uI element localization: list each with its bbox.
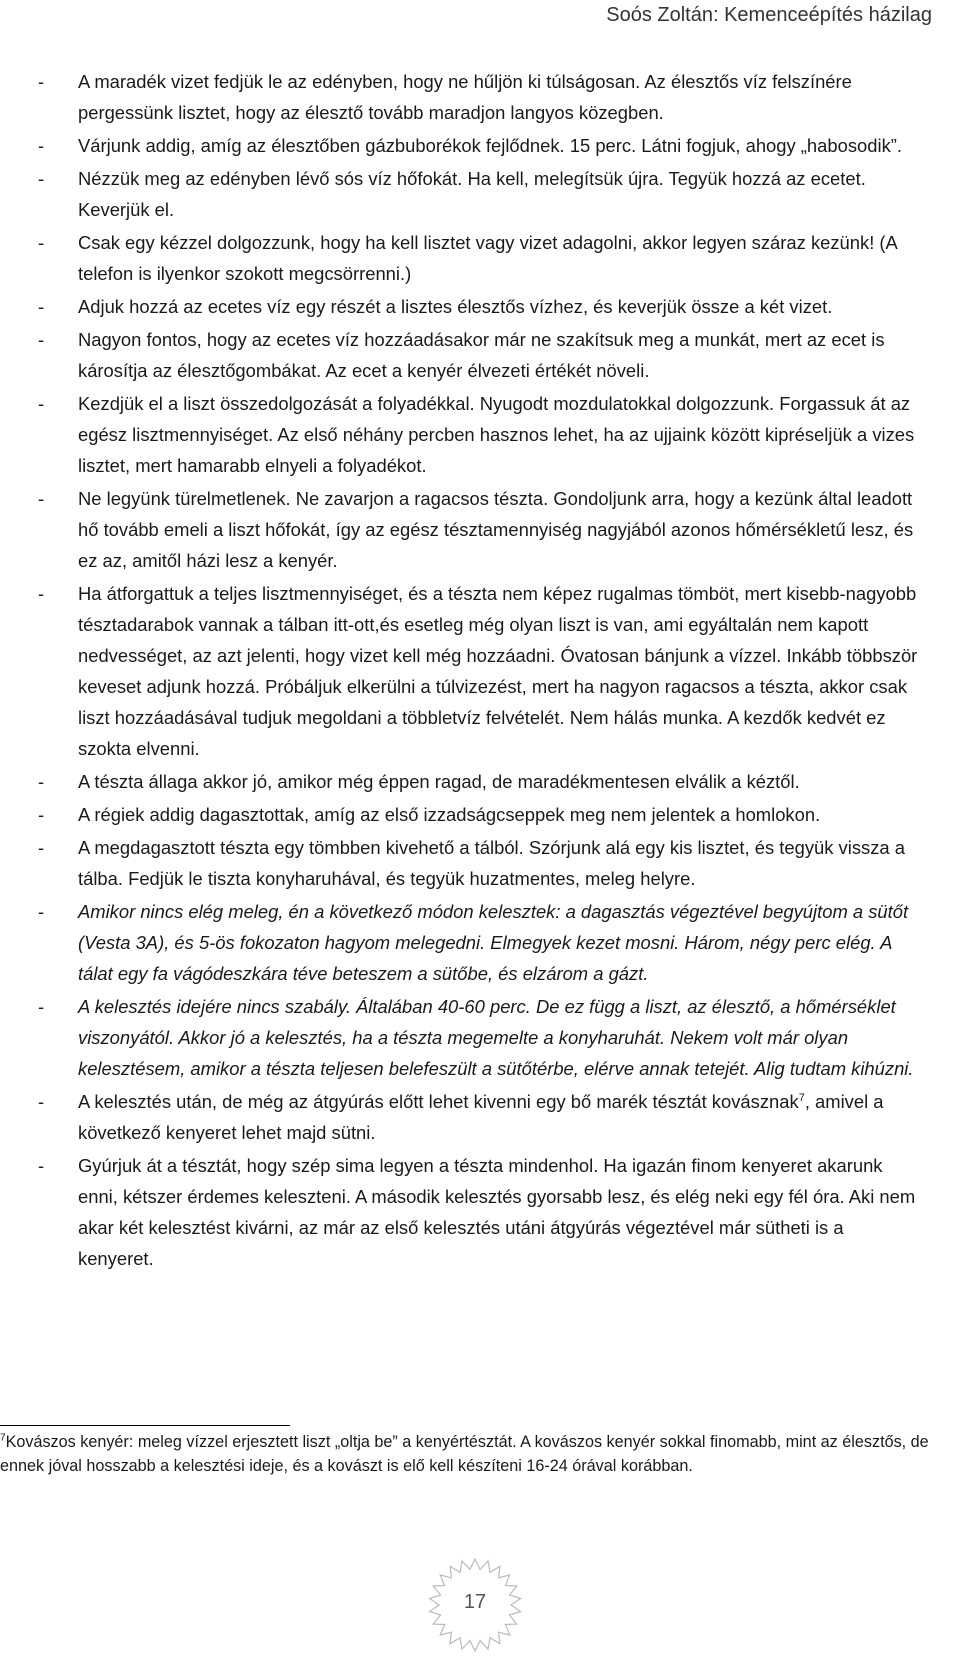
list-item-text: Amikor nincs elég meleg, én a következő módon kelesztek: a dagasztás végeztével begyújtom a sütőt (Vesta 3A), és 5-ös fokozaton hagyom melegedni. Elmegyek kezet mosni. Három, négy perc elég. A tálat egy fa vágódeszkára téve beteszem a sütőbe, és elzárom a gázt.: [78, 901, 909, 984]
list-item: [38, 1086, 918, 1148]
list-dash: -: [38, 771, 45, 792]
footnote-ref[interactable]: 7: [798, 1091, 805, 1104]
list-item: [38, 163, 918, 225]
list-dash: -: [38, 135, 45, 156]
list-item-text: A kelesztés után, de még az átgyúrás előtt lehet kivenni egy bő marék tésztát kovásznak: [78, 1091, 799, 1112]
list-item: [38, 578, 918, 764]
list-dash: -: [38, 232, 45, 253]
list-item-text: Nagyon fontos, hogy az ecetes víz hozzáadásakor már ne szakítsuk meg a munkát, mert az ecet is károsítja az élesztőgombákat. Az ecet a kenyér élvezeti értékét növeli.: [78, 329, 885, 381]
list-item-text: Csak egy kézzel dolgozzunk, hogy ha kell lisztet vagy vizet adagolni, akkor legyen száraz kezünk! (A telefon is ilyenkor szokott megcsörrenni.): [78, 232, 897, 284]
list-item: [38, 799, 918, 830]
list-item-text: Ha átforgattuk a teljes lisztmennyiséget, és a tészta nem képez rugalmas tömböt, mert kisebb-nagyobb tésztadarabok vannak a tálban itt-ott,és esetleg még olyan liszt is van, ami egyáltalán nem kapott nedvességet, az azt jelenti, hogy vizet kell még hozzáadni. Óvatosan bánjunk a vízzel. Inkább többször keveset adjunk hozzá. Próbáljuk elkerülni a túlvizezést, mert ha nagyon ragacsos a tészta, akkor csak liszt hozzáadásával tudjuk megoldani a többletvíz felvételét. Nem hálás munka. A kezdők kedvét ez szokta elvenni.: [78, 583, 918, 759]
list-item-text: Ne legyünk türelmetlenek. Ne zavarjon a ragacsos tészta. Gondoljunk arra, hogy a kezünk által leadott hő tovább emeli a liszt hőfokát, így az egész tésztamennyiség nagyjából azonos hőmérsékletű lesz, és ez az, amitől házi lesz a kenyér.: [78, 488, 914, 571]
list-dash: -: [38, 488, 45, 509]
list-item: [38, 291, 918, 322]
list-item: [38, 388, 918, 481]
list-dash: -: [38, 583, 45, 604]
list-item-text: Nézzük meg az edényben lévő sós víz hőfokát. Ha kell, melegítsük újra. Tegyük hozzá az ecetet. Keverjük el.: [78, 168, 866, 220]
list-dash: -: [38, 329, 45, 350]
list-dash: -: [38, 901, 45, 922]
instruction-list: [38, 66, 918, 1276]
list-item-text: Adjuk hozzá az ecetes víz egy részét a lisztes élesztős vízhez, és keverjük össze a két vizet.: [78, 296, 833, 317]
list-item-text: A megdagasztott tészta egy tömbben kivehető a tálból. Szórjunk alá egy kis lisztet, és tegyük vissza a tálba. Fedjük le tiszta konyharuhával, és tegyük huzatmentes, meleg helyre.: [78, 837, 905, 889]
list-item: [38, 66, 918, 128]
list-item: [38, 483, 918, 576]
list-item: [38, 227, 918, 289]
list-dash: -: [38, 804, 45, 825]
list-item-text: Várjunk addig, amíg az élesztőben gázbuborékok fejlődnek. 15 perc. Látni fogjuk, ahogy „habosodik”.: [78, 135, 903, 156]
list-item: [38, 991, 918, 1084]
list-item-text: A kelesztés idejére nincs szabály. Általában 40-60 perc. De ez függ a liszt, az élesztő, a hőmérséklet viszonyától. Akkor jó a kelesztés, ha a tészta megemelte a konyharuhát. Nekem volt már olyan kelesztésem, amikor a tészta teljesen belefeszült a sütőtérbe, elérve annak tetejét. Alig tudtam kihúzni.: [78, 996, 914, 1079]
list-item: [38, 766, 918, 797]
list-item: [38, 324, 918, 386]
footnote-text: Kovászos kenyér: meleg vízzel erjesztett liszt „oltja be” a kenyértésztát. A kovászos kenyér sokkal finomabb, mint az élesztős, de ennek jóval hosszabb a kelesztési ideje, és a kovászt is elő kell készíteni 16-24 órával korábban.: [0, 1433, 929, 1475]
footnote: [0, 1430, 930, 1478]
list-item-text: A tészta állaga akkor jó, amikor még éppen ragad, de maradékmentesen elválik a kéztől.: [78, 771, 800, 792]
list-dash: -: [38, 837, 45, 858]
list-dash: -: [38, 1091, 45, 1112]
list-item-text: Gyúrjuk át a tésztát, hogy szép sima legyen a tészta mindenhol. Ha igazán finom kenyeret akarunk enni, kétszer érdemes keleszteni. A második kelesztés gyorsabb lesz, és elég neki egy fél óra. Aki nem akar két kelesztést kivárni, az már az első kelesztés utáni átgyúrás végeztével már sütheti is a kenyeret.: [78, 1155, 916, 1269]
list-dash: -: [38, 71, 45, 92]
running-header: Soós Zoltán: Kemenceépítés házilag: [606, 4, 932, 26]
list-item-text: A régiek addig dagasztottak, amíg az első izzadságcseppek meg nem jelentek a homlokon.: [78, 804, 821, 825]
list-dash: -: [38, 393, 45, 414]
page-number-badge: [425, 1555, 525, 1655]
list-item: [38, 832, 918, 894]
list-item: [38, 130, 918, 161]
list-dash: -: [38, 168, 45, 189]
list-item-text-with-footnote: [78, 1086, 918, 1148]
list-item-text: Kezdjük el a liszt összedolgozását a folyadékkal. Nyugodt mozdulatokkal dolgozzunk. Forgassuk át az egész lisztmennyiséget. Az első néhány percben hasznos lehet, ha az ujjaink között kipréseljük a vizes lisztet, mert hamarabb elnyeli a folyadékot.: [78, 393, 915, 476]
list-item: [38, 1150, 918, 1274]
list-dash: -: [38, 1155, 45, 1176]
list-item-text-tail: , amivel a következő kenyeret lehet majd sütni.: [78, 1091, 884, 1143]
list-item: [38, 896, 918, 989]
footnote-separator: [0, 1425, 290, 1426]
list-item-text: A maradék vizet fedjük le az edényben, hogy ne hűljön ki túlságosan. Az élesztős víz felszínére pergessünk lisztet, hogy az élesztő tovább maradjon langyos közegben.: [78, 71, 852, 123]
list-dash: -: [38, 996, 45, 1017]
page-number: 17: [463, 1591, 487, 1613]
footnote-marker: 7: [0, 1432, 6, 1444]
list-dash: -: [38, 296, 45, 317]
